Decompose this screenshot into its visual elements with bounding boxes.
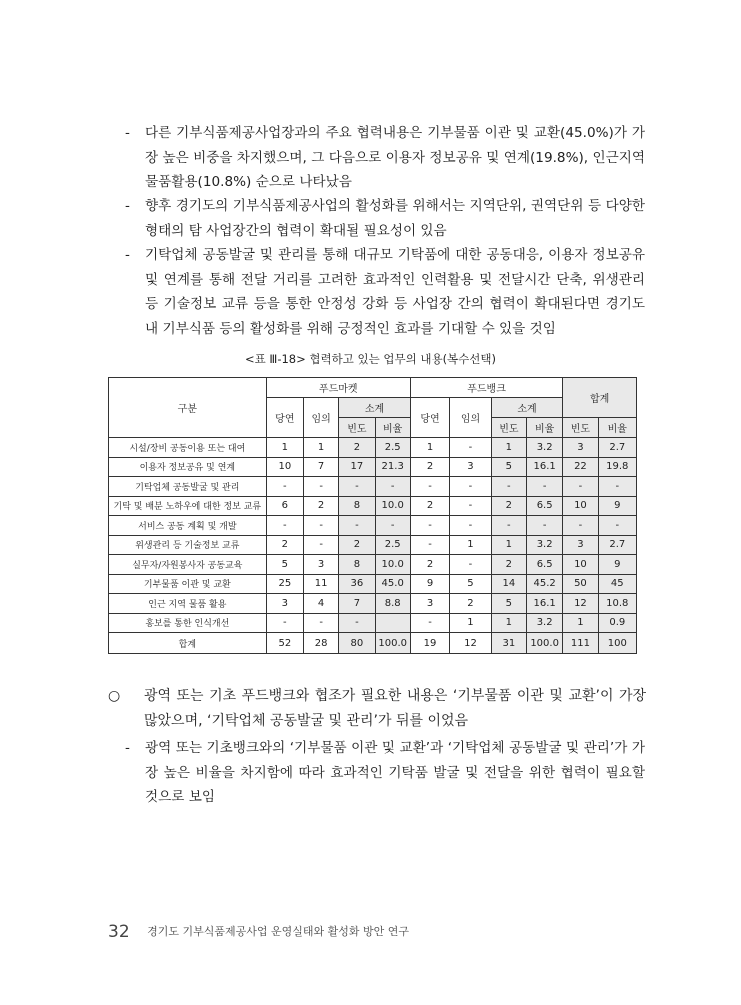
table-cell: - [450,516,491,536]
table-cell: 12 [563,594,598,614]
table-row [109,516,637,536]
table-cell: - [598,477,636,497]
table-cell: - [450,438,491,458]
table-cell: 8 [339,555,375,575]
table-cell: 45 [598,574,636,594]
table-cell: - [303,535,338,555]
table-row [109,574,637,594]
header-imui: 임의 [450,398,491,438]
paragraph-3 [125,243,645,341]
dash-marker: - [125,125,130,141]
table-cell: 2.7 [598,438,636,458]
table-cell: 3.2 [526,535,562,555]
paragraph-text: 향후 경기도의 기부식품제공사업의 활성화를 위해서는 지역단위, 권역단위 등 다양한 형태의 탐 사업장간의 협력이 확대될 필요성이 있음 [145,198,645,239]
row-label: 위생관리 등 기술정보 교류 [109,535,267,555]
table-cell: - [450,496,491,516]
table-cell: 19.8 [598,457,636,477]
table-row [109,477,637,497]
table-cell: 0.9 [598,613,636,633]
table-cell: - [303,477,338,497]
paragraph-2 [125,194,645,243]
table-row [109,457,637,477]
row-label: 인근 지역 물품 활용 [109,594,267,614]
table-cell: 1 [450,613,491,633]
table-cell: 8 [339,496,375,516]
table-cell: - [266,477,303,497]
table-cell: - [303,613,338,633]
table-cell: 25 [266,574,303,594]
table-cell: 22 [563,457,598,477]
table-cell: - [410,613,449,633]
table-cell: 6 [266,496,303,516]
table-body [109,438,637,654]
table-cell: 2 [450,594,491,614]
header-sogye: 소계 [491,398,563,418]
table-total-row [109,633,637,654]
row-label: 합계 [109,633,267,654]
table-cell: 2 [339,535,375,555]
table-cell: - [491,516,526,536]
header-biyul: 비율 [375,418,410,438]
table-cell: 8.8 [375,594,410,614]
table-cell: 10.0 [375,555,410,575]
table-cell: 45.0 [375,574,410,594]
header-biyul: 비율 [526,418,562,438]
header-foodbank: 푸드뱅크 [410,378,562,398]
paragraph-text: 다른 기부식품제공사업장과의 주요 협력내용은 기부물품 이관 및 교환(45.0%)가 가장 높은 비중을 차지했으며, 그 다음으로 이용자 정보공유 및 연계(19.8%), 인근지역 물품활용(10.8%) 순으로 나타났음 [145,125,645,190]
table-row [109,555,637,575]
table-cell: 3 [450,457,491,477]
table-cell: - [410,477,449,497]
table-cell: 1 [266,438,303,458]
table-cell: 31 [491,633,526,654]
table-caption: <표 Ⅲ-18> 협력하고 있는 업무의 내용(복수선택) [245,352,496,366]
table-cell: 2 [410,555,449,575]
row-label: 홍보를 통한 인식개선 [109,613,267,633]
paragraph-1 [125,121,645,195]
table-cell: 9 [598,496,636,516]
table-cell: - [563,477,598,497]
table-cell: - [339,516,375,536]
table-cell: - [375,516,410,536]
table-row [109,535,637,555]
table-cell: 3 [303,555,338,575]
table-row [109,594,637,614]
table-cell: 5 [491,594,526,614]
table-cell: 1 [491,613,526,633]
table-cell: 2.7 [598,535,636,555]
header-sogye: 소계 [339,398,411,418]
header-gubun: 구분 [109,378,267,438]
table-cell: 2 [410,496,449,516]
table-cell: 11 [303,574,338,594]
table-cell: 2.5 [375,438,410,458]
table-cell: 2 [410,457,449,477]
header-biyul: 비율 [598,418,636,438]
section-paragraph [108,684,646,734]
table-cell: 7 [339,594,375,614]
dash-marker: - [125,247,130,263]
table-cell: 3 [410,594,449,614]
table-cell: 2 [339,438,375,458]
table-cell: 2 [266,535,303,555]
table-cell: 2 [303,496,338,516]
dash-marker: - [125,198,130,214]
table-cell: 7 [303,457,338,477]
table-cell: - [410,516,449,536]
table-cell: - [339,477,375,497]
header-bindo: 빈도 [563,418,598,438]
row-label: 실무자/자원봉사자 공동교육 [109,555,267,575]
table-cell: 28 [303,633,338,654]
table-cell: - [526,477,562,497]
row-label: 기탁 및 배분 노하우에 대한 정보 교류 [109,496,267,516]
table-cell: 3 [266,594,303,614]
table-cell: 9 [410,574,449,594]
table-cell: 5 [491,457,526,477]
table-cell: 2 [491,555,526,575]
table-cell: 6.5 [526,555,562,575]
table-cell: 9 [598,555,636,575]
table-cell: 3 [563,438,598,458]
table-cell: - [410,535,449,555]
table-cell: 4 [303,594,338,614]
header-bindo: 빈도 [491,418,526,438]
header-dangyeon: 당연 [410,398,449,438]
table-cell: 14 [491,574,526,594]
table-row [109,438,637,458]
table-cell: 17 [339,457,375,477]
table-cell: 10 [563,496,598,516]
dash-marker: - [125,740,130,756]
table-cell: 80 [339,633,375,654]
page-number: 32 [108,922,130,942]
table-cell: 10 [266,457,303,477]
table-cell: - [266,516,303,536]
table-cell: 1 [303,438,338,458]
table-cell: - [526,516,562,536]
sub-paragraph [125,736,645,810]
table-cell: 2 [491,496,526,516]
paragraph-text: 기탁업체 공동발굴 및 관리를 통해 대규모 기탁품에 대한 공동대응, 이용자 정보공유 및 연계를 통해 전달 거리를 고려한 효과적인 인력활용 및 전달시간 단축, 위생관리 등 기술정보 교류 등을 통한 안정성 강화 등 사업장 간의 협력이 확대된다면 경기도 내 기부식품 등의 활성화를 위해 긍정적인 효과를 기대할 수 있을 것임 [145,247,645,337]
table-cell: - [491,477,526,497]
row-label: 기탁업체 공동발굴 및 관리 [109,477,267,497]
table-cell: 21.3 [375,457,410,477]
row-label: 이용자 정보공유 및 연계 [109,457,267,477]
table-cell: - [450,477,491,497]
table-cell: - [303,516,338,536]
table-cell: 6.5 [526,496,562,516]
row-label: 서비스 공동 계획 및 개발 [109,516,267,536]
table-cell: - [450,555,491,575]
table-cell: 10.8 [598,594,636,614]
table-cell: 10.0 [375,496,410,516]
table-cell: 45.2 [526,574,562,594]
table-cell: 1 [450,535,491,555]
table-cell: - [375,477,410,497]
table-row [109,613,637,633]
table-row [109,496,637,516]
table-cell: - [339,613,375,633]
table-cell: 19 [410,633,449,654]
table-cell: - [563,516,598,536]
table-cell: 1 [563,613,598,633]
row-label: 기부물품 이관 및 교환 [109,574,267,594]
table-cell: 111 [563,633,598,654]
table-cell: 50 [563,574,598,594]
table-cell: 3 [563,535,598,555]
table-cell: - [266,613,303,633]
header-imui: 임의 [303,398,338,438]
table-cell: 1 [410,438,449,458]
header-bindo: 빈도 [339,418,375,438]
table-cell: 100.0 [375,633,410,654]
page-footer [108,922,409,942]
table-cell: 2.5 [375,535,410,555]
table-cell: 16.1 [526,457,562,477]
header-foodmarket: 푸드마켓 [266,378,410,398]
table-cell: 3.2 [526,438,562,458]
cooperation-table [108,377,637,654]
table-cell: 1 [491,438,526,458]
table-cell: 12 [450,633,491,654]
table-cell: 1 [491,535,526,555]
table-cell: 16.1 [526,594,562,614]
sub-paragraph-text: 광역 또는 기초뱅크와의 ‘기부물품 이관 및 교환’과 ‘기탁업체 공동발굴 및 관리’가 가장 높은 비율을 차지함에 따라 효과적인 기탁품 발굴 및 전달을 위한 협력이 필요할 것으로 보임 [145,740,645,805]
footer-title: 경기도 기부식품제공사업 운영실태와 활성화 방안 연구 [147,925,410,938]
row-label: 시설/장비 공동이용 또는 대여 [109,438,267,458]
section-text: 광역 또는 기초 푸드뱅크와 협조가 필요한 내용은 ‘기부물품 이관 및 교환’이 가장 많았으며, ‘기탁업체 공동발굴 및 관리’가 뒤를 이었음 [144,688,646,729]
table-cell: 36 [339,574,375,594]
table-cell: - [598,516,636,536]
table-cell: 5 [266,555,303,575]
circle-bullet: ○ [108,688,121,704]
table-cell: 5 [450,574,491,594]
table-cell: 3.2 [526,613,562,633]
table-cell [375,613,410,633]
table-cell: 52 [266,633,303,654]
table-cell: 10 [563,555,598,575]
header-dangyeon: 당연 [266,398,303,438]
table-cell: 100.0 [526,633,562,654]
header-total: 합계 [563,378,637,418]
table-cell: 100 [598,633,636,654]
